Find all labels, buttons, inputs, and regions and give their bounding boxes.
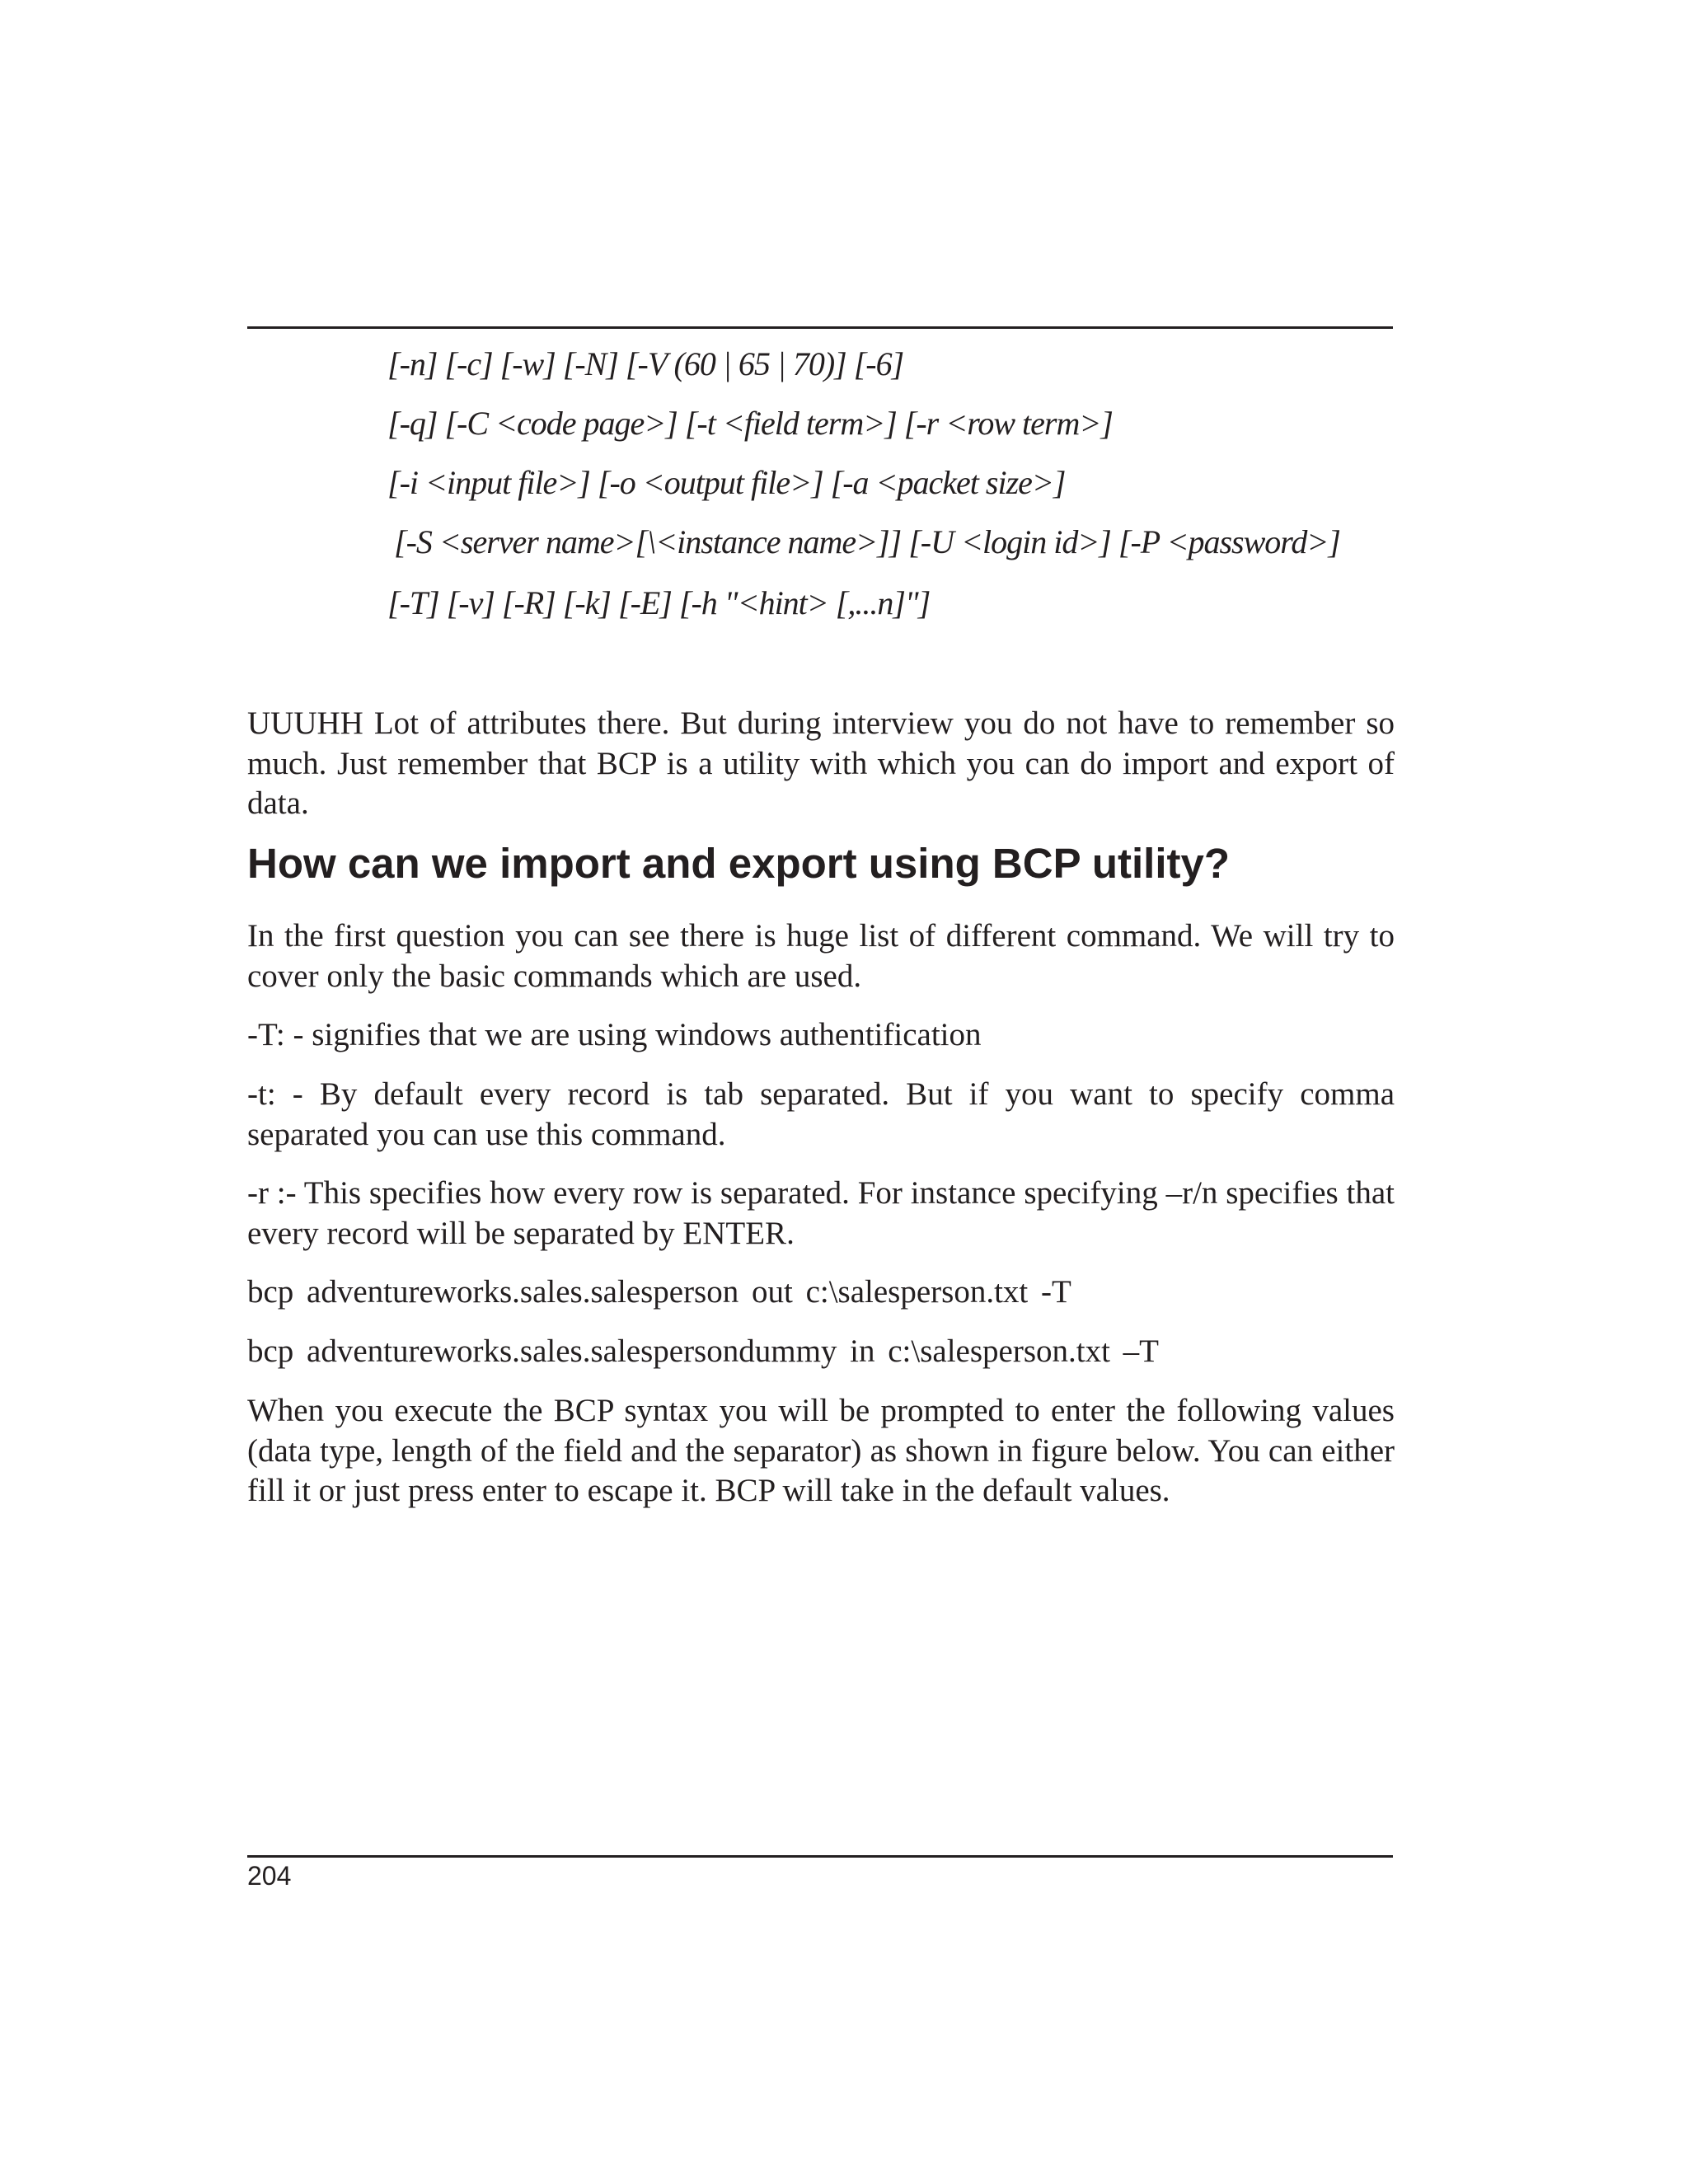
section-heading: How can we import and export using BCP utility? xyxy=(247,840,1231,887)
syntax-line: [-n] [-c] [-w] [-N] [-V (60 | 65 | 70)] [-6] xyxy=(387,345,904,382)
syntax-line: [-i <input file>] [-o <output file>] [-a <packet size>] xyxy=(387,464,1066,501)
option-t-paragraph: -t: - By default every record is tab separated. But if you want to specify comma separated you can use this command. xyxy=(247,1076,1395,1152)
intro-paragraph: UUUHH Lot of attributes there. But during interview you do not have to remember so much. Just remember that BCP is a utility with which you can do import and export of data. xyxy=(247,705,1395,821)
option-T-paragraph: -T: - signifies that we are using windows authentification xyxy=(247,1017,982,1052)
page-number: 204 xyxy=(247,1861,292,1891)
execute-note-paragraph: When you execute the BCP syntax you will be prompted to enter the following values (data type, length of the field and the separator) as shown in figure below. You can either fill it or just press enter to escape it. BCP will take in the default values. xyxy=(247,1393,1395,1508)
header-rule xyxy=(247,326,1393,329)
syntax-line: [-S <server name>[\<instance name>]] [-U <login id>] [-P <password>] xyxy=(394,523,1340,560)
bcp-out-command: bcp adventureworks.sales.salesperson out c:\salesperson.txt -T xyxy=(247,1274,1071,1310)
option-r-paragraph: -r :- This specifies how every row is separated. For instance specifying –r/n specifies that every record will be separated by ENTER. xyxy=(247,1175,1395,1251)
syntax-line: [-T] [-v] [-R] [-k] [-E] [-h "<hint> [,...n]"] xyxy=(387,584,931,621)
footer-rule xyxy=(247,1855,1393,1858)
syntax-line: [-q] [-C <code page>] [-t <field term>] [-r <row term>] xyxy=(387,405,1113,442)
first-question-paragraph: In the first question you can see there is huge list of different command. We will try to cover only the basic commands which are used. xyxy=(247,918,1395,994)
bcp-in-command: bcp adventureworks.sales.salespersondummy in c:\salesperson.txt –T xyxy=(247,1333,1160,1369)
